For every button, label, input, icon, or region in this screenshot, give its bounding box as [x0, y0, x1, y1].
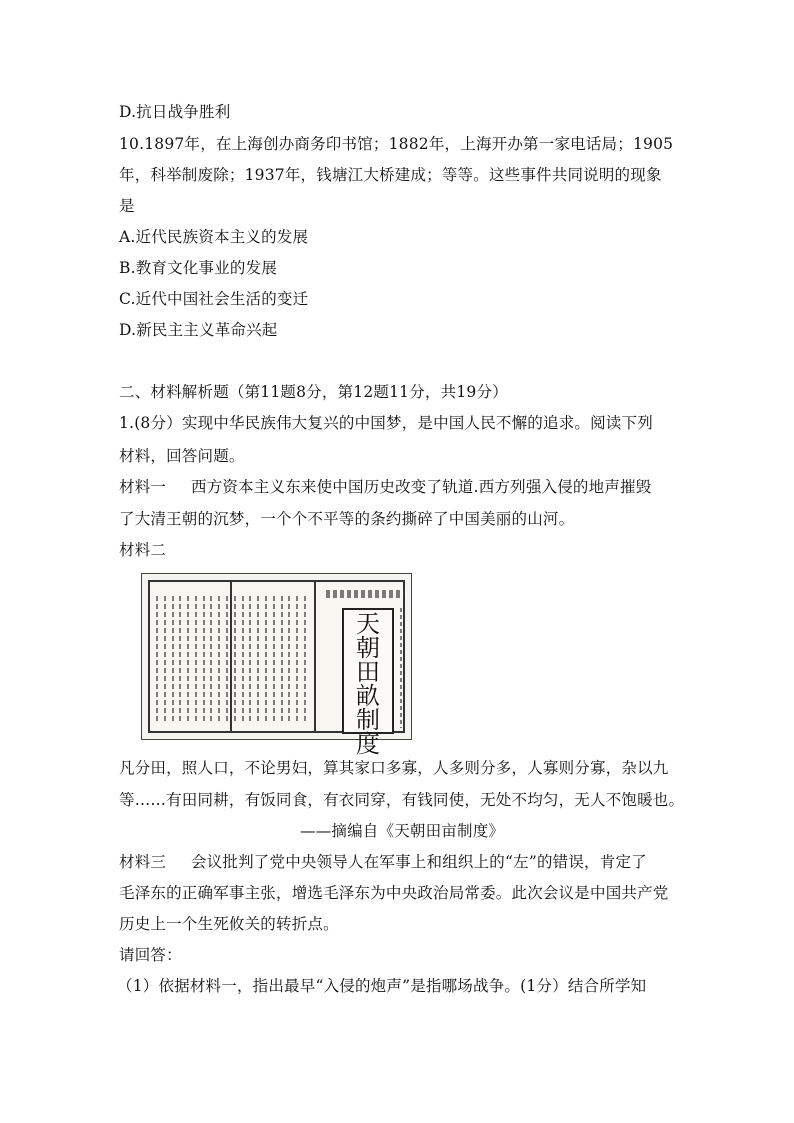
document-frame	[148, 580, 405, 758]
material-3-line-1	[119, 852, 647, 872]
q10-stem-line-1: 10.1897年，在上海创办商务印书馆；1882年，上海开办第一家电话局；1905	[119, 135, 674, 153]
q1-stem-line-2: 材料，回答问题。	[119, 447, 245, 465]
section-2-heading: 二、材料解析题（第11题8分，第12题11分，共19分）	[119, 383, 508, 401]
title-char-3: 田	[356, 658, 380, 686]
material-3-label: 材料三	[119, 853, 167, 871]
title-char-5: 制	[356, 706, 380, 734]
material-2-source: ——摘编自《天朝田亩制度》	[300, 822, 505, 840]
q10-option-d: D.新民主主义革命兴起	[119, 321, 278, 339]
q1-stem-line-1: 1.(8分）实现中华民族伟大复兴的中国梦，是中国人民不懈的追求。阅读下列	[119, 414, 653, 432]
q10-option-a: A.近代民族资本主义的发展	[119, 228, 309, 246]
header-note	[326, 590, 404, 598]
answer-prompt: 请回答：	[119, 946, 182, 964]
material-1-text: 西方资本主义东来使中国历史改变了轨道.西方列强入侵的地声摧毁	[191, 478, 652, 496]
side-annotation-column	[400, 608, 402, 728]
q10-stem-line-3: 是	[119, 197, 135, 215]
material-1-label: 材料一	[119, 478, 167, 496]
q9-option-d: D.抗日战争胜利	[119, 103, 231, 121]
material-2-quote-line-1: 凡分田，照人口，不论男妇，算其家口多寡，人多则分多，人寡则分寡，杂以九	[119, 759, 669, 777]
title-char-6: 度	[356, 730, 380, 758]
page-divider-center	[314, 582, 316, 731]
document-title-box	[342, 608, 394, 758]
tianchao-tianmu-document-image	[141, 573, 412, 758]
q10-option-b: B.教育文化事业的发展	[119, 259, 278, 277]
q10-stem-line-2: 年，科举制废除；1937年，钱塘江大桥建成；等等。这些事件共同说明的现象	[119, 166, 662, 184]
page-divider-left	[230, 582, 232, 731]
title-char-4: 畝	[356, 682, 380, 710]
sub-question-1: （1）依据材料一，指出最早“入侵的炮声”是指哪场战争。(1分）结合所学知	[117, 977, 647, 995]
material-1-line-2: 了大清王朝的沉梦，一个个不平等的条约撕碎了中国美丽的山河。	[119, 510, 575, 528]
material-3-text: 会议批判了党中央领导人在军事上和组织上的“左”的错误，肯定了	[191, 853, 647, 871]
q10-option-c: C.近代中国社会生活的变迁	[119, 290, 309, 308]
title-char-1: 天	[356, 610, 380, 638]
material-3-line-2: 毛泽东的正确军事主张，增选毛泽东为中央政治局常委。此次会议是中国共产党	[119, 884, 669, 902]
title-char-2: 朝	[356, 634, 380, 662]
material-2-label: 材料二	[119, 541, 167, 559]
material-2-quote-line-2: 等……有田同耕，有饭同食，有衣同穿，有钱同使，无处不均匀，无人不饱暖也。	[119, 791, 685, 809]
material-1-line-1	[119, 477, 651, 497]
material-3-line-3: 历史上一个生死攸关的转折点。	[119, 915, 339, 933]
